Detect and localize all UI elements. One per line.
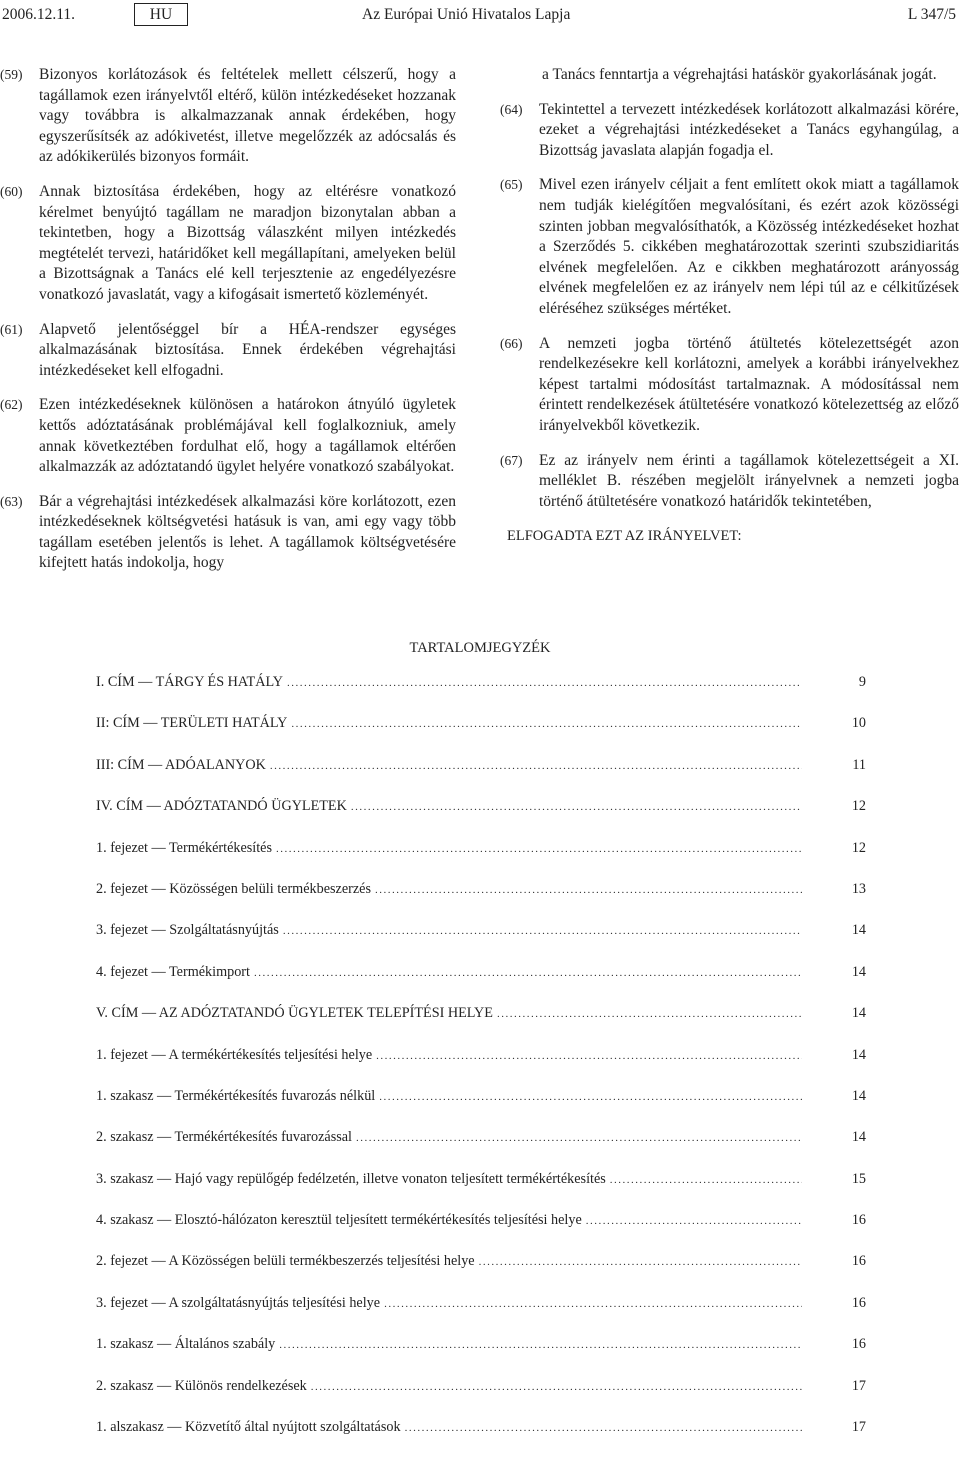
recital-number: (67) [500,452,523,468]
toc-leader-dots [479,1256,802,1268]
recital-text: Ez az irányelv nem érinti a tagállamok kötelezettségeit a XI. melléklet B. részében megjelölt irányelvnek a nemzeti jogba történő átültetésére vonatkozó határidők tekintetében, [539,451,959,510]
toc-leader-dots [376,1050,802,1062]
toc-entry-label: 2. fejezet — A Közösségen belüli termékbeszerzés teljesítési helye [96,1253,475,1270]
page-reference: L 347/5 [907,6,956,23]
toc-entry-label: 3. fejezet — A szolgáltatásnyújtás teljesítési helye [96,1294,381,1311]
toc-entry[interactable] [96,1088,866,1129]
toc-entry-page: 15 [851,1170,866,1187]
toc-leader-dots [356,1132,802,1144]
toc-entry[interactable] [96,1212,866,1253]
toc-leader-dots [291,718,802,730]
recital-59 [0,65,456,168]
recital-63-continuation: a Tanács fenntartja a végrehajtási hatáskör gyakorlásának jogát. [542,66,937,83]
toc-entry-label: 1. alszakasz — Közvetítő által nyújtott szolgáltatások [96,1419,401,1436]
toc-entry-page: 14 [851,1046,866,1063]
toc-leader-dots [379,1091,802,1103]
toc-leader-dots [351,801,802,813]
recital-text: Alapvető jelentőséggel bír a HÉA-rendszer egységes alkalmazásának biztosítása. Ennek érdekében végrehajtási intézkedéseket kell elfogadni. [39,320,456,379]
recital-number: (59) [0,67,23,82]
toc-entry[interactable] [96,964,866,1005]
recital-text: Ezen intézkedéseknek különösen a határokon átnyúló ügyletek kettős adóztatásának problémájával kell foglalkozniuk, amely annak következtében fordulhat elő, hogy a tagállamok eltérően alkalmazzák az adóztatandó ügylet helyére vonatkozó szabályokat. [39,396,456,476]
toc-entry-label: 4. fejezet — Termékimport [96,963,250,980]
toc-entry-page: 17 [851,1419,866,1436]
toc-entry-page: 16 [851,1253,866,1270]
toc-entry-label: 2. szakasz — Termékértékesítés fuvarozással [96,1129,352,1146]
toc-entry[interactable] [96,715,866,756]
toc-entry-page: 13 [851,880,866,897]
recital-67 [500,451,959,513]
toc-entry-page: 17 [851,1377,866,1394]
toc-entry[interactable] [96,922,866,963]
recital-text: Mivel ezen irányelv céljait a fent említett okok miatt a tagállamok nem tudják kielégítően megvalósítani, és ezért azok közösségi szinten jobban megvalósíthatók, a Közösség intézkedéseket hozhat a Szerződés 5. cikkében meghatározottak szerinti szubszidiaritás elvének megfelelően. Az e cikkben meghatározott arányosság elvének megfelelően ez az irányelv nem lépi túl az e célkitűzések eléréséhez szükséges mértéket. [539,176,959,317]
toc-entry-page: 16 [851,1212,866,1229]
toc-entry[interactable] [96,1253,866,1294]
recital-text: Bizonyos korlátozások és feltételek mellett célszerű, hogy a tagállamok ezen irányelvtől eltérő, külön intézkedéseket hozzanak vagy továbbra is alkalmazzanak annak érdekében, hogy egyszerűsítsék az adókivetést, illetve megelőzzék az adócsalás és az adókikerülés bizonyos formáit. [39,66,456,166]
toc-entry-page: 16 [851,1294,866,1311]
toc-entry-label: IV. CÍM — ADÓZTATANDÓ ÜGYLETEK [96,798,347,815]
toc-entry-page: 10 [851,715,866,732]
toc-entry[interactable] [96,1295,866,1336]
toc-leader-dots [375,884,802,896]
toc-entry-label: 3. szakasz — Hajó vagy repülőgép fedélzetén, illetve vonaton teljesített termékértékesítés [96,1170,606,1187]
toc-entry[interactable] [96,798,866,839]
journal-title: Az Európai Unió Hivatalos Lapja [362,6,571,23]
toc-entry-label: III: CÍM — ADÓALANYOK [96,756,266,773]
toc-entry[interactable] [96,840,866,881]
toc-leader-dots [283,925,802,937]
toc-entry-label: 3. fejezet — Szolgáltatásnyújtás [96,922,279,939]
toc-entry[interactable] [96,1047,866,1088]
toc-leader-dots [384,1298,802,1310]
recital-text: Tekintettel a tervezett intézkedések korlátozott alkalmazási körére, ezeket a végrehajtási intézkedéseket a Tanács egyhangúlag, a Bizottság javaslata alapján fogadja el. [539,100,959,159]
toc-entry-label: V. CÍM — AZ ADÓZTATANDÓ ÜGYLETEK TELEPÍTÉSI HELYE [96,1005,493,1022]
toc-entry[interactable] [96,881,866,922]
toc-leader-dots [254,967,802,979]
toc-leader-dots [405,1422,802,1434]
recital-number: (62) [0,397,23,413]
recital-text: Annak biztosítása érdekében, hogy az eltérésre vonatkozó kérelmet benyújtó tagállam ne maradjon bizonytalan abban a tekintetben, hogy a Bizottság válaszként milyen intézkedés megtételét tervezi, határidőket kell megállapítani, amelyeken belül a Bizottságnak a Tanács elé kell terjesztenie az engedélyezésre vonatkozó javaslatát, vagy a kifogásait ismertető közleményét. [39,182,456,303]
language-badge: HU [134,3,188,26]
toc-leader-dots [270,760,802,772]
toc-entry-page: 16 [851,1336,866,1353]
recital-61 [0,320,456,382]
toc-entry-label: 1. szakasz — Termékértékesítés fuvarozás nélkül [96,1087,376,1104]
recital-60 [0,182,456,306]
toc-entry-label: 1. fejezet — Termékértékesítés [96,839,273,856]
toc-entry[interactable] [96,674,866,715]
toc-entry[interactable] [96,1419,866,1460]
toc-entry-page: 14 [851,963,866,980]
adoption-statement: ELFOGADTA EZT AZ IRÁNYELVET: [507,528,742,545]
recital-text: A nemzeti jogba történő átültetés kötelezettségét azon rendelkezésekre kell korlátozni, amelyek a korábbi irányelvekhez képest tartalmi módosítást tartalmaznak. A módosítással nem érintett rendelkezések átültetésére vonatkozó kötelezettség az előző irányelvekből következik. [539,334,959,434]
toc-entry[interactable] [96,757,866,798]
toc-entry[interactable] [96,1005,866,1046]
recital-number: (60) [0,183,23,199]
toc-entry-label: II: CÍM — TERÜLETI HATÁLY [96,715,288,732]
table-of-contents [96,674,866,1460]
toc-entry-label: 2. szakasz — Különös rendelkezések [96,1377,307,1394]
recital-number: (61) [0,321,23,337]
toc-entry[interactable] [96,1171,866,1212]
toc-entry-page: 14 [851,922,866,939]
toc-entry-page: 12 [851,798,866,815]
toc-entry-label: 4. szakasz — Elosztó-hálózaton keresztül teljesített termékértékesítés teljesítési helye [96,1212,582,1229]
toc-entry[interactable] [96,1378,866,1419]
left-column [0,65,456,588]
toc-entry-page: 14 [851,1129,866,1146]
recital-66 [500,334,959,437]
toc-leader-dots [586,1215,802,1227]
toc-entry-page: 14 [851,1087,866,1104]
toc-title: TARTALOMJEGYZÉK [409,640,551,656]
toc-entry[interactable] [96,1336,866,1377]
recital-number: (66) [500,335,523,351]
recital-number: (64) [500,101,523,117]
recital-63 [0,492,456,574]
toc-entry-page: 14 [851,1005,866,1022]
toc-leader-dots [287,677,802,689]
toc-entry-label: 1. fejezet — A termékértékesítés teljesítési helye [96,1046,373,1063]
toc-leader-dots [497,1008,802,1020]
recital-number: (63) [0,493,23,509]
toc-leader-dots [311,1381,802,1393]
recital-64 [500,100,959,162]
toc-entry-page: 11 [852,756,866,773]
toc-leader-dots [276,843,802,855]
right-column [500,65,959,547]
toc-entry-label: I. CÍM — TÁRGY ÉS HATÁLY [96,674,283,690]
recital-62 [0,395,456,477]
toc-entry[interactable] [96,1129,866,1170]
recital-text: Bár a végrehajtási intézkedések alkalmazási köre korlátozott, ezen intézkedéseknek költségvetési hatásuk is van, ami egy vagy több tagállam esetében jelentős is lehet. A tagállamok költségvetésére kifejtett hatás indokolja, hogy [39,492,456,572]
toc-entry-label: 2. fejezet — Közösségen belüli termékbeszerzés [96,880,371,897]
issue-date: 2006.12.11. [2,6,76,23]
toc-leader-dots [610,1174,802,1186]
toc-entry-label: 1. szakasz — Általános szabály [96,1336,276,1353]
toc-leader-dots [279,1339,802,1351]
recital-65 [500,175,959,319]
recital-number: (65) [500,177,523,193]
page-header [0,3,960,29]
toc-entry-page: 12 [851,839,866,856]
toc-entry-page: 9 [858,674,866,690]
